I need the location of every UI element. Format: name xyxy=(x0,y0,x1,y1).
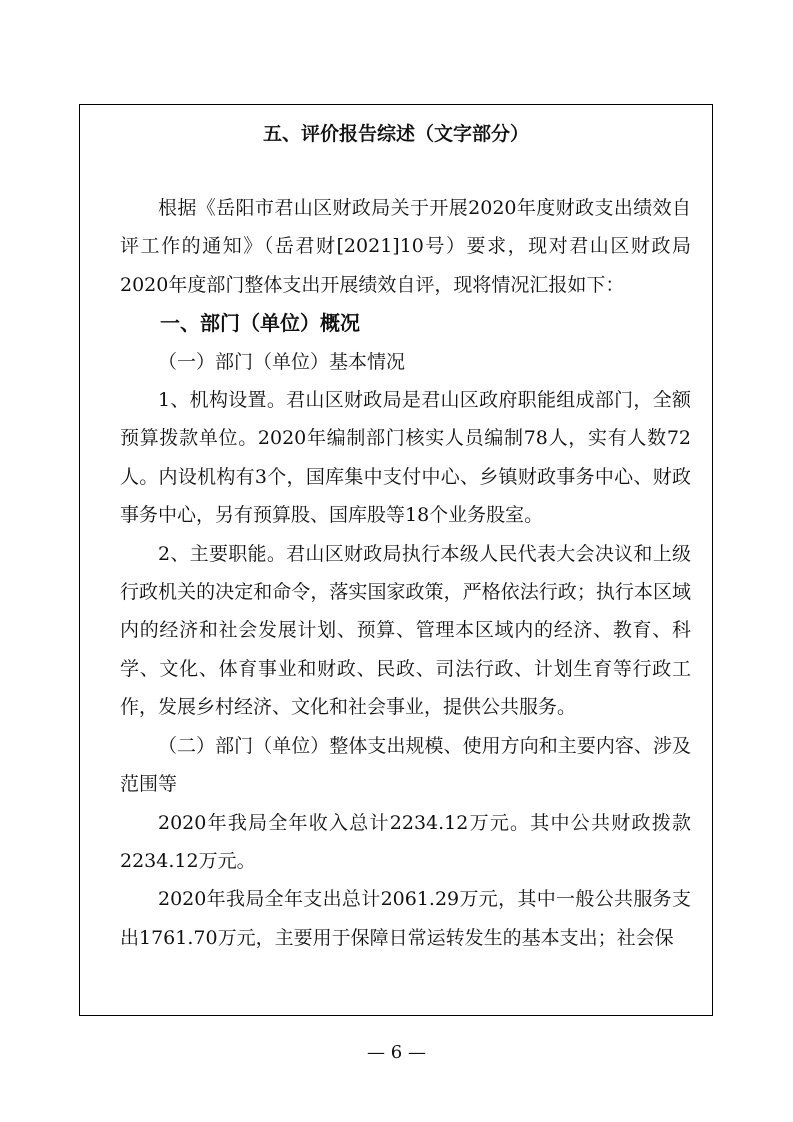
paragraph-functions: 2、主要职能。君山区财政局执行本级人民代表大会决议和上级行政机关的决定和命令，落实国家政策，严格依法行政；执行本区域内的经济和社会发展计划、预算、管理本区域内的经济、教育、科学、文化、体育事业和财政、民政、司法行政、计划生育等行政工作，发展乡村经济、文化和社会事业，提供公共服务。 xyxy=(120,542,691,719)
subheading-expenditure-scope: （二）部门（单位）整体支出规模、使用方向和主要内容、涉及范围等 xyxy=(120,734,691,796)
section-title: 五、评价报告综述（文字部分） xyxy=(262,123,529,145)
page-number: — 6 — xyxy=(367,1042,426,1063)
paragraph-expenditure: 2020年我局全年支出总计2061.29万元，其中一般公共服务支出1761.70万元，主要用于保障日常运转发生的基本支出；社会保 xyxy=(120,888,691,949)
paragraph-income: 2020年我局全年收入总计2234.12万元。其中公共财政拨款2234.12万元。 xyxy=(120,811,691,872)
intro-paragraph: 根据《岳阳市君山区财政局关于开展2020年度财政支出绩效自评工作的通知》（岳君财[2021]10号）要求，现对君山区财政局2020年度部门整体支出开展绩效自评，现将情况汇报如下： xyxy=(120,197,691,296)
paragraph-organization: 1、机构设置。君山区财政局是君山区政府职能组成部门，全额预算拨款单位。2020年编制部门核实人员编制78人，实有人数72人。内设机构有3个，国库集中支付中心、乡镇财政事务中心、财政事务中心，另有预算股、国库股等18个业务股室。 xyxy=(120,389,691,527)
report-body xyxy=(120,189,691,957)
subheading-basic-info: （一）部门（单位）基本情况 xyxy=(158,350,406,373)
heading-department-overview: 一、部门（单位）概况 xyxy=(160,311,360,336)
report-frame xyxy=(79,104,713,1016)
